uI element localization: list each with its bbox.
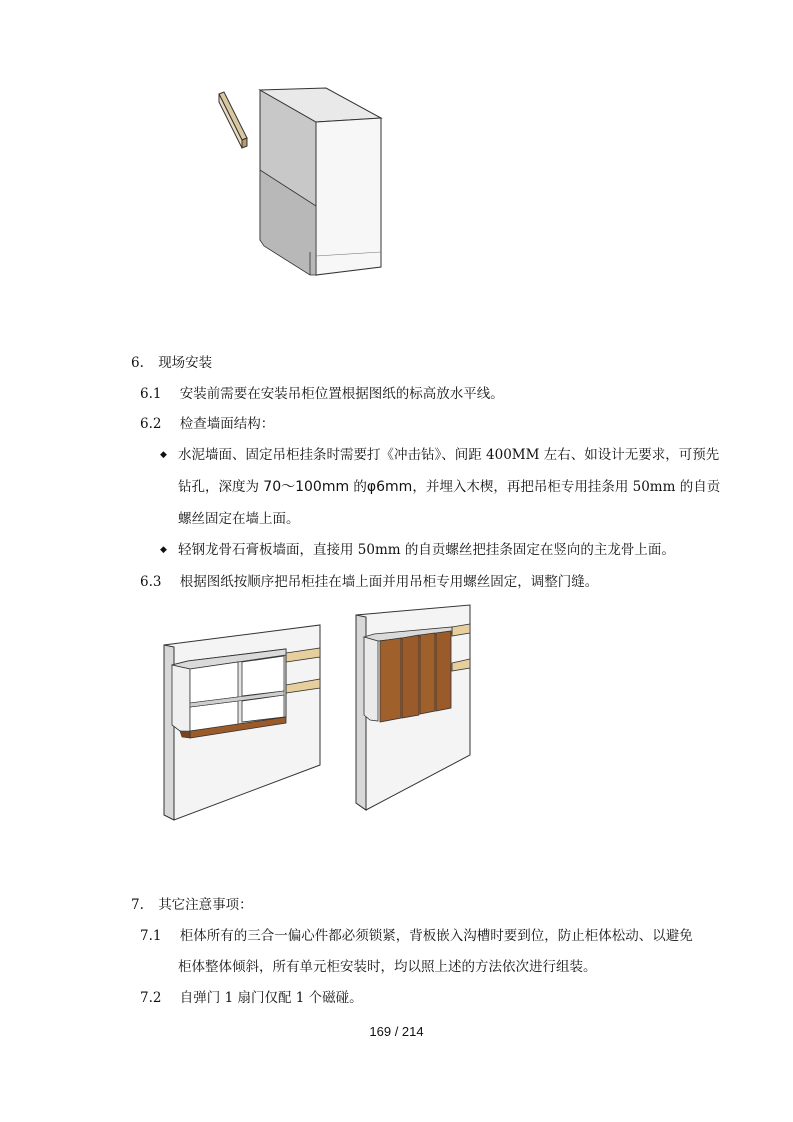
item-text: 柜体所有的三合一偏心件都必须锁紧，背板嵌入沟槽时要到位，防止柜体松动、以避免 [179, 928, 693, 944]
wall-cabinet-open-illustration [160, 625, 330, 825]
text-fragment: 钻孔，深度为 [178, 479, 264, 495]
item-number: 6.1 [140, 386, 162, 402]
item-number: 7.1 [140, 928, 162, 944]
item-text: 自弹门 1 扇门仅配 1 个磁碰。 [179, 990, 363, 1006]
section-7-heading [131, 895, 253, 915]
item-number: 6.2 [140, 416, 162, 432]
page-number: 169 / 214 [369, 1024, 424, 1039]
item-number: 6.3 [140, 574, 162, 590]
bullet-1-line-1: 水泥墙面、固定吊柜挂条时需要打《冲击钻》、间距 400MM 左右、如设计无要求，可预先 [178, 447, 720, 463]
item-text: 安装前需要在安装吊柜位置根据图纸的标高放水平线。 [179, 386, 504, 402]
section-6-heading [131, 353, 212, 373]
item-7-1 [140, 926, 693, 946]
item-7-1-line-2: 柜体整体倾斜，所有单元柜安装时，均以照上述的方法依次进行组装。 [178, 959, 597, 975]
diamond-bullet-icon: ◆ [160, 450, 167, 460]
bullet-1-line-2 [178, 477, 720, 497]
section-number: 6. [131, 355, 144, 371]
wall-cabinet-doors-illustration [352, 605, 482, 815]
section-title: 其它注意事项： [158, 897, 253, 913]
item-text: 根据图纸按顺序把吊柜挂在墙上面并用吊柜专用螺丝固定，调整门缝。 [179, 574, 599, 590]
section-title: 现场安装 [158, 355, 213, 371]
item-6-2 [140, 414, 274, 434]
section-number: 7. [131, 897, 144, 913]
bullet-1-line-3: 螺丝固定在墙上面。 [178, 511, 300, 527]
item-text: 检查墙面结构： [179, 416, 275, 432]
item-6-1 [140, 384, 504, 404]
diameter-value: φ6mm [366, 479, 413, 495]
text-fragment: 的 [349, 479, 367, 495]
item-7-2 [140, 988, 363, 1008]
text-fragment: ，并埋入木楔，再把吊柜专用挂条用 50mm 的自贡 [412, 479, 721, 495]
depth-value: 70～100mm [263, 479, 350, 495]
item-number: 7.2 [140, 990, 162, 1006]
diamond-bullet-icon: ◆ [160, 545, 167, 555]
cabinet-box-illustration [130, 80, 440, 285]
bullet-2-line-1: 轻钢龙骨石膏板墙面，直接用 50mm 的自贡螺丝把挂条固定在竖向的主龙骨上面。 [178, 542, 675, 558]
item-6-3 [140, 572, 598, 592]
